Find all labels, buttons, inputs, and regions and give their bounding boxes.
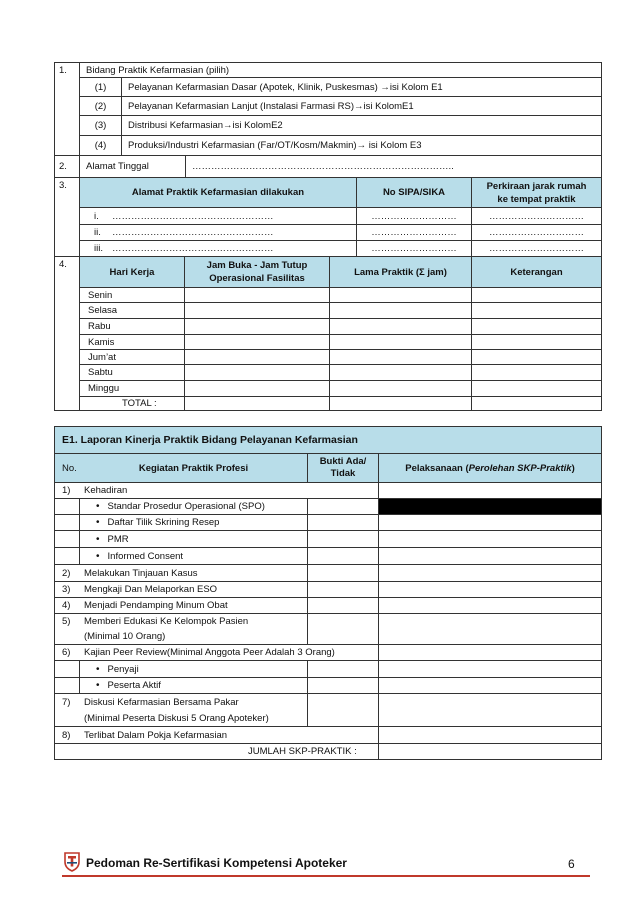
- option-text: Distribusi Kefarmasian→isi KolomE2: [128, 120, 283, 131]
- e1-header-activity: Kegiatan Praktik Profesi: [138, 462, 249, 474]
- e1-item-text: Melakukan Tinjauan Kasus: [84, 567, 198, 579]
- sipa-value: ………………………: [371, 227, 457, 238]
- row1-number: 1.: [59, 64, 67, 76]
- e1-item-text: Kajian Peer Review(Minimal Anggota Peer Adalah 3 Orang): [84, 647, 335, 658]
- option-number: (2): [94, 100, 107, 112]
- sipa-value: ………………………: [371, 243, 457, 254]
- e1-bullet-item: • Daftar Tilik Skrining Resep: [92, 515, 307, 530]
- e1-item-text: Memberi Edukasi Ke Kelompok Pasien: [84, 616, 249, 627]
- header-sipa: No SIPA/SIKA: [382, 187, 446, 198]
- address-row-value: ……………………………………………: [112, 243, 274, 254]
- e1-item-text: Menjadi Pendamping Minum Obat: [84, 600, 228, 611]
- e1-black-cell: [378, 498, 601, 514]
- option-number: (4): [94, 140, 107, 151]
- address-row-index: iii.: [94, 243, 103, 254]
- header-practice-duration: Lama Praktik (Σ jam): [354, 266, 447, 278]
- day-label: Rabu: [88, 321, 111, 332]
- e1-bullet-item: • Standar Prosedur Operasional (SPO): [92, 499, 307, 514]
- e1-item-number: 6): [62, 647, 71, 658]
- e1-item-number: 7): [62, 696, 71, 708]
- e1-header-no: No.: [62, 462, 77, 474]
- distance-value: …………………………: [489, 243, 584, 254]
- e1-bullet-item: • Informed Consent: [92, 548, 307, 564]
- day-label: Minggu: [88, 383, 120, 394]
- footer-title: Pedoman Re-Sertifikasi Kompetensi Apoteker: [86, 856, 347, 870]
- address-home-value: ………………………………………………………………………..: [192, 161, 454, 172]
- header-notes: Keterangan: [510, 266, 563, 278]
- header-opening-hours: Jam Buka - Jam Tutup Operasional Fasilitas: [206, 260, 308, 284]
- e1-total-label: JUMLAH SKP-PRAKTIK :: [248, 746, 357, 757]
- e1-bullet-item: • PMR: [92, 531, 307, 547]
- row1-title: Bidang Praktik Kefarmasian (pilih): [86, 64, 230, 76]
- e1-item-number: 2): [62, 567, 71, 579]
- e1-item-number: 3): [62, 584, 71, 595]
- option-number: (3): [94, 120, 107, 131]
- e1-item-subtext: (Minimal Peserta Diskusi 5 Orang Apoteker): [84, 712, 269, 724]
- e1-item-number: 5): [62, 616, 71, 627]
- address-row-index: i.: [94, 210, 99, 222]
- e1-bullet-item: • Penyaji: [92, 661, 307, 677]
- e1-item-number: 8): [62, 729, 71, 741]
- address-row-index: ii.: [94, 227, 101, 238]
- option-text: Pelayanan Kefarmasian Dasar (Apotek, Klinik, Puskesmas) →isi Kolom E1: [128, 81, 443, 93]
- e1-title: E1. Laporan Kinerja Praktik Bidang Pelayanan Kefarmasian: [62, 434, 358, 446]
- e1-item-number: 1): [62, 485, 71, 496]
- distance-value: …………………………: [489, 227, 584, 238]
- day-label: Sabtu: [88, 367, 113, 378]
- page-number: 6: [568, 857, 575, 871]
- distance-value: …………………………: [489, 210, 584, 222]
- e1-item-text: Terlibat Dalam Pokja Kefarmasian: [84, 729, 228, 741]
- option-text: Produksi/Industri Kefarmasian (Far/OT/Kosm/Makmin)→ isi Kolom E3: [128, 140, 422, 151]
- row4-number: 4.: [59, 258, 67, 270]
- day-label: Jum’at: [88, 351, 116, 363]
- header-practice-address: Alamat Praktik Kefarmasian dilakukan: [131, 187, 305, 198]
- option-text: Pelayanan Kefarmasian Lanjut (Instalasi Farmasi RS)→isi KolomE1: [128, 100, 414, 112]
- e1-item-text: Kehadiran: [84, 485, 128, 496]
- footer-logo: [62, 850, 82, 872]
- address-home-label: Alamat Tinggal: [86, 161, 149, 172]
- sipa-value: ………………………: [371, 210, 457, 222]
- e1-item-text: Diskusi Kefarmasian Bersama Pakar: [84, 696, 239, 708]
- footer-line: [62, 875, 590, 877]
- header-distance: Perkiraan jarak rumah ke tempat praktik: [486, 181, 587, 205]
- address-row-value: ……………………………………………: [112, 227, 274, 238]
- e1-bullet-item: • Peserta Aktif: [92, 678, 307, 693]
- e1-header-implementation: Pelaksanaan ( Perolehan SKP-Praktik ): [405, 462, 575, 474]
- day-label: Selasa: [88, 305, 118, 316]
- address-row-value: ……………………………………………: [112, 210, 274, 222]
- e1-header-evidence: Bukti Ada/ Tidak: [319, 456, 367, 479]
- day-label: Senin: [88, 289, 113, 301]
- header-work-day: Hari Kerja: [109, 266, 155, 278]
- row3-number: 3.: [59, 179, 67, 191]
- e1-item-subtext: (Minimal 10 Orang): [84, 631, 166, 642]
- option-number: (1): [94, 81, 107, 93]
- total-label: TOTAL :: [122, 398, 157, 409]
- day-label: Kamis: [88, 336, 115, 348]
- row2-number: 2.: [59, 161, 67, 172]
- e1-item-number: 4): [62, 600, 71, 611]
- e1-item-text: Mengkaji Dan Melaporkan ESO: [84, 584, 218, 595]
